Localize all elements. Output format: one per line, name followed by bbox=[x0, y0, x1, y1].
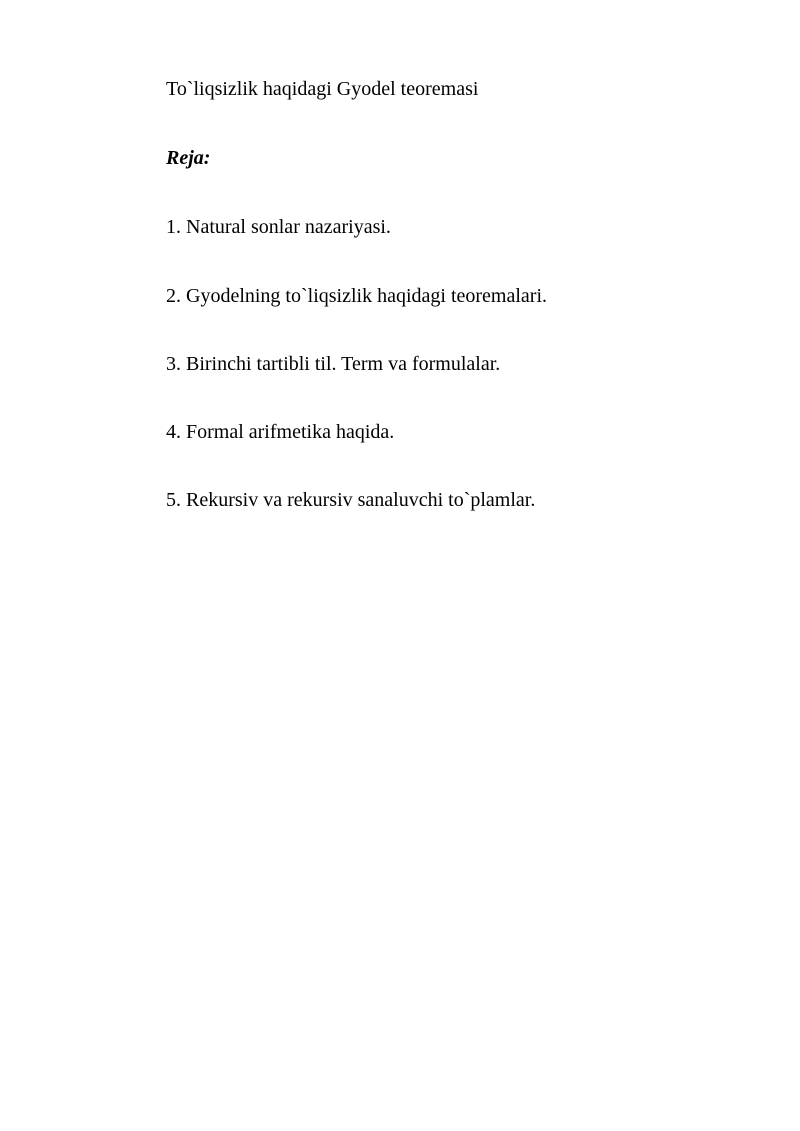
plan-item-2: 2. Gyodelning to`liqsizlik haqidagi teoremalari. bbox=[166, 285, 548, 307]
plan-heading: Reja: bbox=[166, 147, 211, 169]
plan-item-5: 5. Rekursiv va rekursiv sanaluvchi to`plamlar. bbox=[166, 489, 536, 511]
plan-item-1: 1. Natural sonlar nazariyasi. bbox=[166, 216, 391, 238]
plan-item-4: 4. Formal arifmetika haqida. bbox=[166, 421, 395, 443]
plan-item-3: 3. Birinchi tartibli til. Term va formulalar. bbox=[166, 353, 501, 375]
document-title: To`liqsizlik haqidagi Gyodel teoremasi bbox=[166, 78, 479, 100]
